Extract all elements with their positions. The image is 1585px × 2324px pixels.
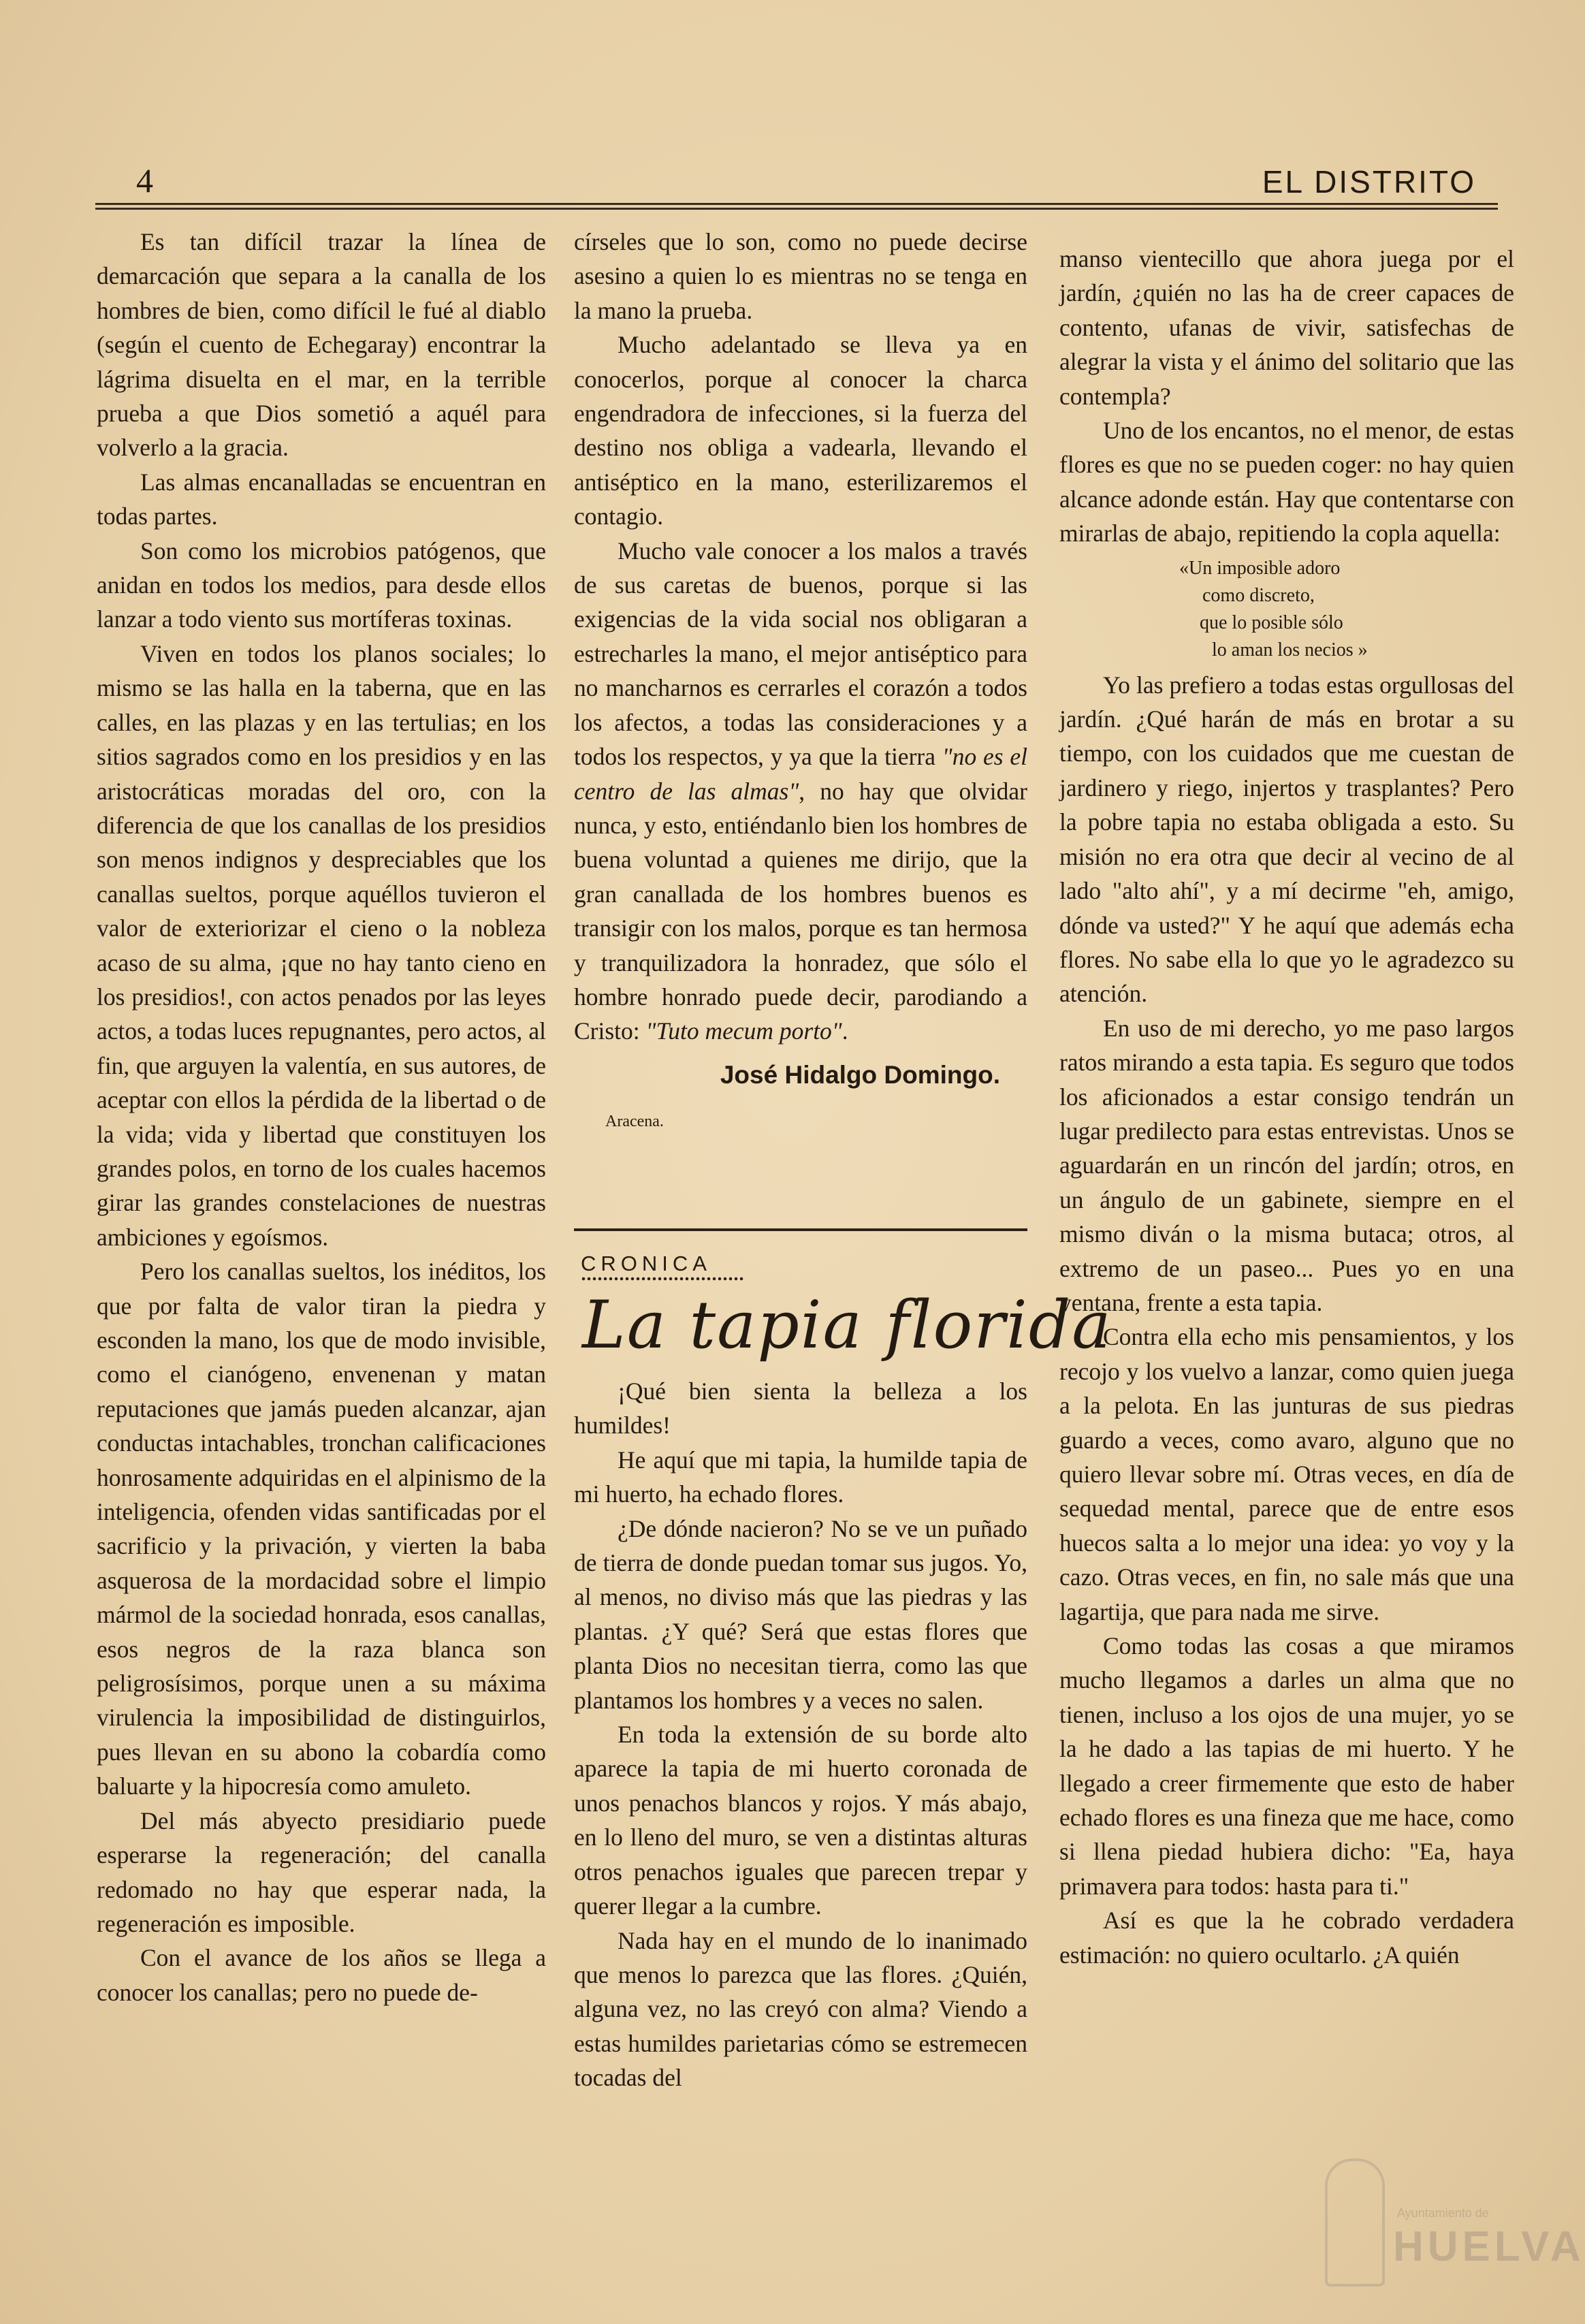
verse-line: «Un imposible adoro (1179, 557, 1341, 579)
header-rule-top (95, 203, 1498, 205)
paragraph-text: , no hay que olvidar nunca, y esto, entiéndanlo bien los hombres de buena voluntad a quienes me dirijo, que la gran canallada de los hombres buenos es transigir con los malos, porque es tan hermosa y tranquilizadora la honradez, que sólo el hombre honrado puede decir, parodiando a Cristo: (574, 777, 1028, 1045)
paragraph: Son como los microbios patógenos, que anidan en todos los medios, para desde ellos lanzar a todo viento sus mortíferas toxinas. (97, 537, 546, 633)
verse-line: como discreto, (1202, 584, 1315, 606)
paragraph: ¿De dónde nacieron? No se ve un puñado de tierra de donde puedan tomar sus jugos. Yo, al menos, no diviso más que las piedras y las plantas. ¿Y qué? Será que estas flores que planta Dios no necesitan tierra, como las que plantamos los hombres y a veces no salen. (574, 1514, 1027, 1714)
column-1 (97, 225, 546, 2009)
author-signature: José Hidalgo Domingo. (720, 1060, 1000, 1089)
paragraph: Como todas las cosas a que miramos mucho llegamos a darles un alma que no tienen, incluso a los ojos de una mujer, yo se la he dado a las tapias de mi huerto. Y he llegado a creer firmemente que esto de haber echado flores es una fineza que me hace, como si llena piedad hubiera dicho: "Ea, haya primavera para todos: hasta para ti." (1059, 1632, 1514, 1900)
paragraph: Nada hay en el mundo de lo inanimado que menos lo parezca que las flores. ¿Quién, alguna vez, no las creyó con alma? Viendo a estas humildes parietarias cómo se estremecen tocadas del (574, 1926, 1027, 2092)
paragraph: Pero los canallas sueltos, los inéditos, los que por falta de valor tiran la piedra y esconden la mano, los que de modo invisible, como el cianógeno, envenenan y matan reputaciones que jamás pueden alcanzar, ajan conductas intachables, tronchan calificaciones honrosamente adquiridas en el alpinismo de la inteligencia, ofenden vidas santificadas por el sacrificio y la privación, y vierten la baba asquerosa de la mordacidad sobre el limpio mármol de la sociedad honrada, esos canallas, esos negros de la raza blanca son peligrosísimos, porque unen a su máxima virulencia la imposibilidad de distinguirlos, pues llevan en su abono la cobardía como baluarte y la hipocresía como amuleto. (97, 1258, 546, 1800)
paragraph (574, 534, 1027, 1049)
paragraph: Contra ella echo mis pensamientos, y los recojo y los vuelvo a lanzar, como quien juega a la pelota. En las junturas de sus piedras guardo a veces, como avaro, alguno que no quiero llevar sobre mí. Otras veces, en día de sequedad mental, parece que de entre esos huecos salta a lo mejor una idea: yo voy y la cazo. Otras veces, en fin, no sale más que una lagartija, que para nada me sirve. (1059, 1323, 1514, 1625)
paragraph: ¡Qué bien sienta la belleza a los humildes! (574, 1378, 1027, 1439)
watermark-big-text: HUELVA (1393, 2223, 1585, 2270)
paragraph-text: Mucho vale conocer a los malos a través de sus caretas de buenos, porque si las exigencias de la vida social nos obligaran a estrecharles la mano, el mejor antiséptico para no mancharnos es cerrarles el corazón a todos los afectos, a todas las consideraciones y a todos los respectos, y ya que la tierra (574, 537, 1027, 771)
paragraph: Del más abyecto presidiario puede esperarse la regeneración; del canalla redomado no hay que esperar nada, la regeneración es imposible. (97, 1806, 546, 1937)
paragraph: Es tan difícil trazar la línea de demarcación que separa a la canalla de los hombres de bien, como difícil le fué al diablo (según el cuento de Echegaray) encontrar la lágrima disuelta en el mar, en la terrible prueba a que Dios sometió a aquél para volverlo a la gracia. (97, 228, 546, 462)
watermark-small-text: Ayuntamiento de (1397, 2206, 1489, 2220)
quote-tuto-mecum-porto: "Tuto mecum porto" (645, 1017, 842, 1045)
paragraph: Yo las prefiero a todas estas orgullosas del jardín. ¿Qué harán de más en brotar a su tiempo, con los cuidados que me cuestan de jardinero y riego, injertos y trasplantes? Pero la pobre tapia no estaba obligada a esto. Su misión no era otra que decir al vecino de al lado "alto ahí", y a mí decirme "eh, amigo, dónde va usted?" Y he aquí que además echa flores. No sabe ella lo que yo le agradezco su atención. (1059, 671, 1514, 1008)
paragraph: En toda la extensión de su borde alto aparece la tapia de mi huerto coronada de unos penachos blancos y rojos. Y más abajo, en lo lleno del muro, se ven a distintas alturas otros penachos iguales que parecen trepar y querer llegar a la cumbre. (574, 1721, 1027, 1920)
section-divider (574, 1228, 1027, 1231)
paragraph: Con el avance de los años se llega a conocer los canallas; pero no puede de- (97, 1944, 546, 2006)
paragraph-text: . (842, 1017, 848, 1045)
section-kicker: CRONICA (581, 1252, 711, 1275)
paragraph: Mucho adelantado se lleva ya en conocerlos, porque al conocer la charca engendradora de infecciones, si la fuerza del destino nos obliga a vadearla, llevando el antiséptico en la mano, esterilizaremos el contagio. (574, 331, 1027, 530)
verse-line: lo aman los necios » (1212, 639, 1368, 660)
paragraph: En uso de mi derecho, yo me paso largos ratos mirando a esta tapia. Es seguro que todos los aficionados a estar consigo tendrán un lugar predilecto para estas entrevistas. Unos se aguardarán en un rincón del jardín; otros, en un ángulo de un gabinete, siempre en el mismo diván o la misma butaca; otros, al extremo de un paseo... Pues yo en una ventana, frente a esta tapia. (1059, 1014, 1514, 1316)
archive-watermark (1325, 2138, 1585, 2295)
paragraph: He aquí que mi tapia, la humilde tapia de mi huerto, ha echado flores. (574, 1446, 1027, 1508)
kicker-dotted-underline (581, 1276, 744, 1282)
paragraph: Uno de los encantos, no el menor, de estas flores es que no se pueden coger: no hay quien alcance adonde están. Hay que contentarse con mirarlas de abajo, repitiendo la copla aquella: (1059, 417, 1514, 547)
paragraph: manso vientecillo que ahora juega por el jardín, ¿quién no las ha de creer capaces de contento, ufanas de vivir, satisfechas de alegrar la vista y el ánimo del solitario que las contempla? (1059, 245, 1514, 410)
paragraph: círseles que lo son, como no puede decirse asesino a quien lo es mientras no se tenga en la mano la prueba. (574, 228, 1027, 324)
verse-quote (1059, 555, 1514, 664)
page-number: 4 (136, 161, 154, 200)
paragraph: Viven en todos los planos sociales; lo mismo se las halla en la taberna, que en las calles, en las plazas y en las tertulias; en los sitios sagrados como en los presidios y en las aristocráticas moradas del oro, con la diferencia de que los canallas de los presidios son menos indignos y despreciables que los canallas sueltos, porque aquéllos tuvieron el valor de exteriorizar el cieno o la nobleza acaso de su alma, ¡que no hay tanto cieno en los presidios!, con actos penados por las leyes actos, a todas luces repugnantes, pero actos, al fin, que arguyen la valentía, en sus autores, de aceptar con ellos la pérdida de la libertad o de la vida; vida y libertad que constituyen los grandes polos, en torno de los cuales hacemos girar las grandes constelaciones de nuestras ambiciones y egoísmos. (97, 639, 546, 1251)
paragraph: Las almas encanalladas se encuentran en todas partes. (97, 468, 546, 530)
place-line: Aracena. (605, 1113, 664, 1131)
article-title: La tapia florida (582, 1287, 1112, 1363)
quote-centro-de-las-almas: "no es el centro de las almas" (574, 743, 1027, 805)
column-3 (1059, 242, 1514, 1972)
article-end (574, 225, 1027, 1139)
publication-title: EL DISTRITO (1262, 164, 1476, 200)
paragraph: Así es que la he cobrado verdadera estimación: no quiero ocultarlo. ¿A quién (1059, 1907, 1514, 1969)
coat-of-arms-icon (1325, 2159, 1385, 2287)
verse-line: que lo posible sólo (1200, 611, 1343, 633)
article-body-col2 (574, 1374, 1027, 2095)
header-rule-bottom (95, 208, 1498, 210)
